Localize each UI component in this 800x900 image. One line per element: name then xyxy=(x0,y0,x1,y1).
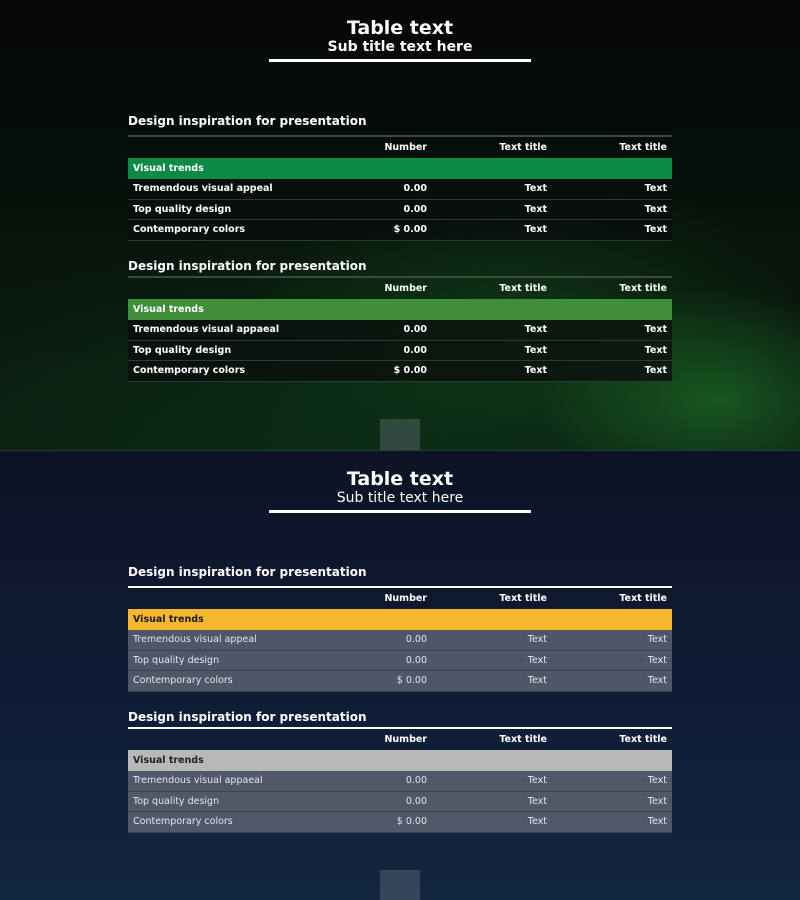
row-label: Contemporary colors xyxy=(128,671,318,692)
row-text: Text xyxy=(552,199,672,220)
header-cell-number: Number xyxy=(384,283,427,294)
slide-title: Table text xyxy=(346,17,454,39)
table-row xyxy=(128,812,672,833)
table-title: Design inspiration for presentation xyxy=(128,565,367,579)
data-table xyxy=(128,137,672,241)
row-number: $ 0.00 xyxy=(318,671,432,692)
header-cell xyxy=(128,278,318,299)
title-underline xyxy=(269,510,531,513)
row-text: Text xyxy=(432,340,552,361)
table-row xyxy=(128,630,672,651)
slide-subtitle: Sub title text here xyxy=(336,490,464,506)
row-text: Text xyxy=(432,671,552,692)
row-number: $ 0.00 xyxy=(318,220,432,241)
row-number: 0.00 xyxy=(318,340,432,361)
row-number: 0.00 xyxy=(318,179,432,200)
slide-header xyxy=(0,468,800,507)
data-table xyxy=(128,278,672,382)
row-text: Text xyxy=(432,320,552,341)
row-label: Top quality design xyxy=(128,650,318,671)
row-label: Contemporary colors xyxy=(128,361,318,382)
table-block xyxy=(128,113,672,241)
table-title: Design inspiration for presentation xyxy=(128,710,367,724)
row-text: Text xyxy=(552,361,672,382)
header-cell-text-title: Text title xyxy=(499,142,547,153)
row-text: Text xyxy=(552,771,672,792)
slide-header xyxy=(0,17,800,56)
row-text: Text xyxy=(552,179,672,200)
row-number: 0.00 xyxy=(318,771,432,792)
table-row xyxy=(128,220,672,241)
table-block xyxy=(128,258,672,382)
row-number: $ 0.00 xyxy=(318,361,432,382)
row-text: Text xyxy=(552,650,672,671)
row-label: Tremendous visual appeal xyxy=(128,630,318,651)
row-text: Text xyxy=(552,671,672,692)
slide-tab-marker xyxy=(380,870,420,900)
table-row xyxy=(128,340,672,361)
row-label: Tremendous visual appaeal xyxy=(128,771,318,792)
row-text: Text xyxy=(432,650,552,671)
row-text: Text xyxy=(432,791,552,812)
table-title: Design inspiration for presentation xyxy=(128,114,367,128)
header-row xyxy=(128,137,672,158)
table-row xyxy=(128,791,672,812)
table-row xyxy=(128,179,672,200)
header-cell-text-title: Text title xyxy=(619,142,667,153)
row-label: Tremendous visual appaeal xyxy=(128,320,318,341)
row-text: Text xyxy=(552,630,672,651)
category-label: Visual trends xyxy=(128,158,672,179)
slide-tab-marker xyxy=(380,419,420,450)
table-block xyxy=(128,709,672,833)
row-number: 0.00 xyxy=(318,650,432,671)
row-number: 0.00 xyxy=(318,791,432,812)
row-label: Top quality design xyxy=(128,791,318,812)
header-cell xyxy=(128,729,318,750)
row-text: Text xyxy=(432,771,552,792)
row-text: Text xyxy=(552,220,672,241)
row-label: Contemporary colors xyxy=(128,812,318,833)
slide-title: Table text xyxy=(346,468,454,490)
table-row xyxy=(128,650,672,671)
category-label: Visual trends xyxy=(128,609,672,630)
row-text: Text xyxy=(432,220,552,241)
row-label: Top quality design xyxy=(128,340,318,361)
header-cell-number: Number xyxy=(384,593,427,604)
header-cell xyxy=(128,588,318,609)
header-cell-text-title: Text title xyxy=(619,283,667,294)
row-text: Text xyxy=(432,199,552,220)
header-cell-number: Number xyxy=(384,734,427,745)
header-cell xyxy=(128,137,318,158)
table-row xyxy=(128,199,672,220)
category-label: Visual trends xyxy=(128,750,672,771)
category-label: Visual trends xyxy=(128,299,672,320)
header-cell-text-title: Text title xyxy=(499,283,547,294)
table-row xyxy=(128,320,672,341)
data-table xyxy=(128,729,672,833)
table-title: Design inspiration for presentation xyxy=(128,259,367,273)
row-text: Text xyxy=(432,812,552,833)
table-row xyxy=(128,671,672,692)
row-text: Text xyxy=(432,361,552,382)
category-row xyxy=(128,158,672,179)
header-cell-text-title: Text title xyxy=(619,593,667,604)
row-number: 0.00 xyxy=(318,320,432,341)
row-text: Text xyxy=(552,340,672,361)
header-row xyxy=(128,278,672,299)
row-label: Top quality design xyxy=(128,199,318,220)
table-block xyxy=(128,564,672,692)
title-underline xyxy=(269,59,531,62)
slide-2 xyxy=(0,450,800,900)
row-text: Text xyxy=(552,791,672,812)
category-row xyxy=(128,750,672,771)
row-text: Text xyxy=(552,812,672,833)
table-row xyxy=(128,361,672,382)
header-cell-text-title: Text title xyxy=(499,593,547,604)
header-cell-number: Number xyxy=(384,142,427,153)
slide-subtitle: Sub title text here xyxy=(327,39,473,55)
row-label: Tremendous visual appeal xyxy=(128,179,318,200)
header-cell-text-title: Text title xyxy=(499,734,547,745)
row-number: 0.00 xyxy=(318,630,432,651)
row-text: Text xyxy=(432,179,552,200)
header-row xyxy=(128,588,672,609)
header-cell-text-title: Text title xyxy=(619,734,667,745)
row-number: $ 0.00 xyxy=(318,812,432,833)
data-table xyxy=(128,588,672,692)
category-row xyxy=(128,609,672,630)
category-row xyxy=(128,299,672,320)
row-text: Text xyxy=(432,630,552,651)
row-text: Text xyxy=(552,320,672,341)
table-row xyxy=(128,771,672,792)
row-number: 0.00 xyxy=(318,199,432,220)
row-label: Contemporary colors xyxy=(128,220,318,241)
header-row xyxy=(128,729,672,750)
